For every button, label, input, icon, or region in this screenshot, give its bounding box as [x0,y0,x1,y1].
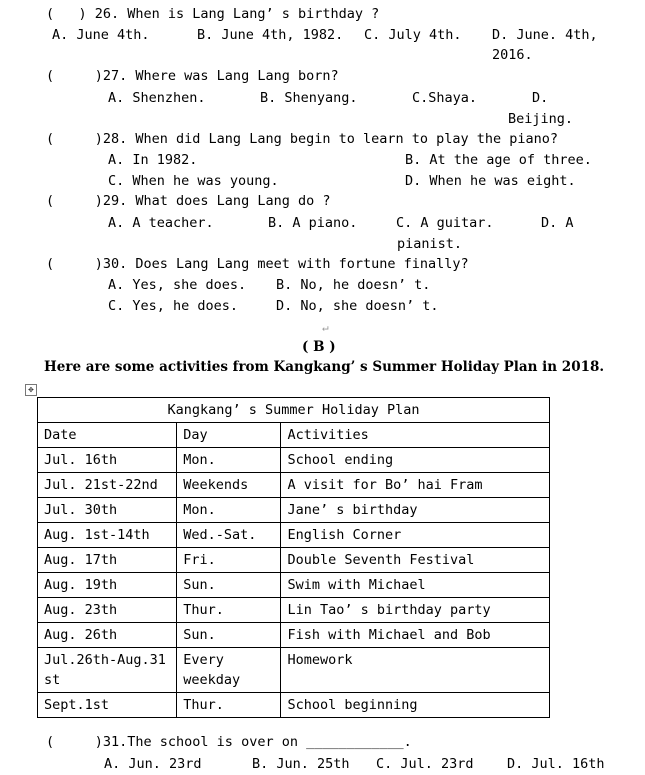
q31-option-a: A. Jun. 23rd [104,756,202,772]
q31-option-c: C. Jul. 23rd [376,756,474,772]
question-27-stem: ( )27. Where was Lang Lang born? [46,68,339,84]
table-row [38,623,550,648]
cell-date: Aug. 23th [38,598,177,623]
cell-day: Weekends [177,473,281,498]
header-date: Date [38,423,177,448]
table-title: Kangkang’ s Summer Holiday Plan [38,398,550,423]
q31-option-b: B. Jun. 25th [252,756,350,772]
cell-date: Aug. 19th [38,573,177,598]
header-day: Day [177,423,281,448]
cell-activity: Double Seventh Festival [281,548,550,573]
cell-activity: Homework [281,648,550,693]
cell-day: Mon. [177,498,281,523]
header-activities: Activities [281,423,550,448]
table-row [38,523,550,548]
q26-option-b: B. June 4th, 1982. [197,27,344,43]
cell-day: Wed.-Sat. [177,523,281,548]
cell-date: Jul. 16th [38,448,177,473]
q28-option-b: B. At the age of three. [405,152,592,168]
q30-option-c: C. Yes, he does. [108,298,239,314]
cell-day: Thur. [177,598,281,623]
q30-option-d: D. No, she doesn’ t. [276,298,439,314]
q29-option-b: B. A piano. [268,215,358,231]
paragraph-mark: ↵ [322,321,329,334]
table-row [38,548,550,573]
cell-day: Every weekday [177,648,281,693]
cell-activity: Swim with Michael [281,573,550,598]
cell-day: Thur. [177,693,281,718]
q28-option-d: D. When he was eight. [405,173,576,189]
table-row [38,598,550,623]
cell-date: Sept.1st [38,693,177,718]
cell-day: Sun. [177,573,281,598]
q30-option-a: A. Yes, she does. [108,277,247,293]
cell-activity: School beginning [281,693,550,718]
cell-date: Jul. 30th [38,498,177,523]
question-29-stem: ( )29. What does Lang Lang do ? [46,193,331,209]
cell-date: Aug. 17th [38,548,177,573]
holiday-plan-table [37,397,550,718]
cell-activity: A visit for Bo’ hai Fram [281,473,550,498]
q27-option-a: A. Shenzhen. [108,90,206,106]
q27-option-b: B. Shenyang. [260,90,358,106]
question-26-stem: ( ) 26. When is Lang Lang’ s birthday ? [46,6,380,22]
q27-option-c: C.Shaya. [412,90,478,106]
q30-option-b: B. No, he doesn’ t. [276,277,431,293]
cell-day: Fri. [177,548,281,573]
cell-date: Aug. 1st-14th [38,523,177,548]
table-row [38,573,550,598]
table-title-row [38,398,550,423]
q29-option-c: C. A guitar. [396,215,494,231]
cell-date: Jul. 21st-22nd [38,473,177,498]
cell-activity: Lin Tao’ s birthday party [281,598,550,623]
table-header-row [38,423,550,448]
question-28-stem: ( )28. When did Lang Lang begin to learn to play the piano? [46,131,559,147]
q27-option-d-cont: Beijing. [508,111,574,127]
q27-option-d: D. [532,90,549,106]
cell-activity: Fish with Michael and Bob [281,623,550,648]
q26-option-d-cont: 2016. [492,47,533,63]
table-row [38,498,550,523]
q26-option-c: C. July 4th. [364,27,462,43]
question-30-stem: ( )30. Does Lang Lang meet with fortune finally? [46,256,469,272]
cell-day: Mon. [177,448,281,473]
q26-option-d: D. June. 4th, [492,27,598,43]
cell-date: Aug. 26th [38,623,177,648]
table-row [38,473,550,498]
q29-option-d: D. A [541,215,574,231]
table-row [38,448,550,473]
q31-option-d: D. Jul. 16th [507,756,605,772]
cell-day: Sun. [177,623,281,648]
q28-option-a: A. In 1982. [108,152,198,168]
cell-activity: English Corner [281,523,550,548]
cell-date: Jul.26th-Aug.31 st [38,648,177,693]
section-b-intro: Here are some activities from Kangkang’ s Summer Holiday Plan in 2018. [44,359,605,375]
section-b-label: ( B ) [302,339,336,355]
cell-activity: Jane’ s birthday [281,498,550,523]
question-31-stem: ( )31.The school is over on ____________. [46,734,412,750]
q29-option-a: A. A teacher. [108,215,214,231]
table-row [38,648,550,693]
q26-option-a: A. June 4th. [52,27,150,43]
cell-activity: School ending [281,448,550,473]
table-row [38,693,550,718]
table-move-handle-icon[interactable]: ✥ [25,384,37,396]
q29-option-d-cont: pianist. [397,236,463,252]
q28-option-c: C. When he was young. [108,173,279,189]
